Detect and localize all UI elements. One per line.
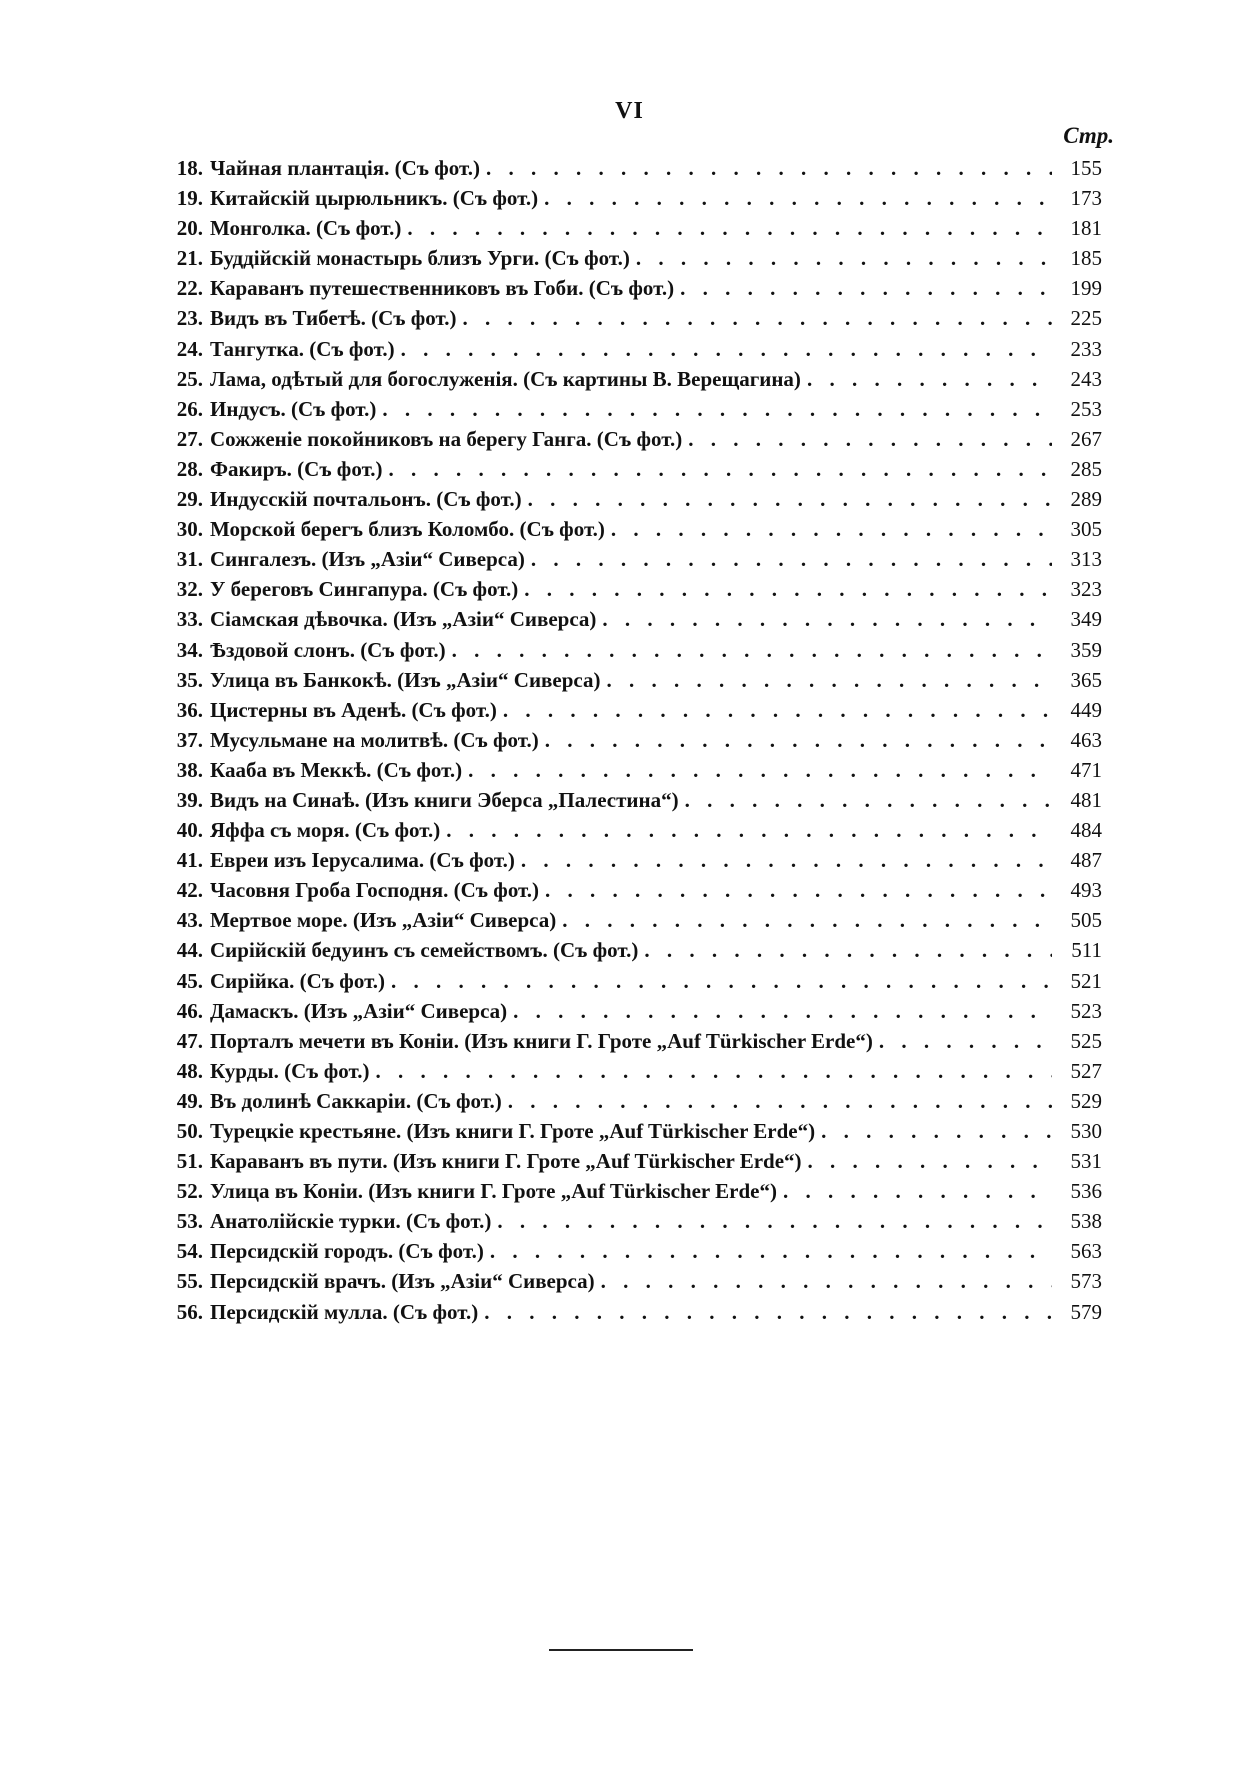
list-item bbox=[160, 577, 1102, 607]
entry-page-number: 481 bbox=[1070, 787, 1102, 812]
dot-leader bbox=[524, 577, 1052, 602]
entry-number: 39. bbox=[176, 787, 203, 812]
list-item bbox=[160, 156, 1102, 186]
illustrations-list bbox=[160, 156, 1102, 1330]
entry-title: Сирійскій бедуинъ съ семействомъ. (Съ фот.) bbox=[210, 938, 639, 963]
dot-leader bbox=[601, 1269, 1052, 1294]
entry-title: Сожженіе покойниковъ на берегу Ганга. (Съ фот.) bbox=[210, 426, 683, 451]
entry-number: 22. bbox=[176, 276, 203, 301]
entry-title: Морской берегъ близъ Коломбо. (Съ фот.) bbox=[210, 517, 605, 542]
entry-page-number: 471 bbox=[1070, 757, 1102, 782]
entry-page-number: 484 bbox=[1070, 818, 1102, 843]
entry-number: 36. bbox=[176, 697, 203, 722]
entry-title: Часовня Гроба Господня. (Съ фот.) bbox=[210, 878, 540, 903]
entry-number: 26. bbox=[176, 396, 203, 421]
entry-page-number: 523 bbox=[1070, 998, 1102, 1023]
entry-number: 33. bbox=[176, 607, 203, 632]
dot-leader bbox=[462, 306, 1052, 331]
dot-leader bbox=[688, 427, 1052, 452]
list-item bbox=[160, 788, 1102, 818]
entry-number: 23. bbox=[176, 306, 203, 331]
entry-page-number: 243 bbox=[1070, 366, 1102, 391]
dot-leader bbox=[484, 1300, 1052, 1325]
entry-title: Въ долинѣ Саккаріи. (Съ фот.) bbox=[210, 1088, 502, 1113]
entry-title: Улица въ Коніи. (Изъ книги Г. Гроте „Auf Türkischer Erde“) bbox=[210, 1179, 777, 1204]
dot-leader bbox=[446, 818, 1052, 843]
dot-leader bbox=[562, 908, 1052, 933]
entry-number: 52. bbox=[176, 1179, 203, 1204]
list-item bbox=[160, 818, 1102, 848]
dot-leader bbox=[544, 186, 1052, 211]
entry-number: 53. bbox=[176, 1209, 203, 1234]
list-item bbox=[160, 517, 1102, 547]
entry-page-number: 531 bbox=[1070, 1149, 1102, 1174]
list-item bbox=[160, 427, 1102, 457]
entry-number: 30. bbox=[176, 517, 203, 542]
entry-number: 55. bbox=[176, 1269, 203, 1294]
dot-leader bbox=[611, 517, 1052, 542]
list-item bbox=[160, 186, 1102, 216]
entry-page-number: 493 bbox=[1070, 878, 1102, 903]
entry-number: 28. bbox=[176, 456, 203, 481]
entry-title: Лама, одѣтый для богослуженія. (Съ картины В. Верещагина) bbox=[210, 366, 801, 391]
list-item bbox=[160, 367, 1102, 397]
page-number: VI bbox=[615, 98, 644, 124]
dot-leader bbox=[497, 1209, 1052, 1234]
list-item bbox=[160, 848, 1102, 878]
list-item bbox=[160, 1300, 1102, 1330]
entry-number: 41. bbox=[176, 848, 203, 873]
entry-title: Чайная плантація. (Съ фот.) bbox=[210, 156, 480, 180]
dot-leader bbox=[382, 397, 1052, 422]
entry-number: 21. bbox=[176, 246, 203, 271]
entry-title: Сіамская дѣвочка. (Изъ „Азіи“ Сиверса) bbox=[210, 607, 597, 632]
entry-title: Цистерны въ Аденѣ. (Съ фот.) bbox=[210, 697, 497, 722]
entry-page-number: 573 bbox=[1070, 1269, 1102, 1294]
entry-page-number: 285 bbox=[1070, 456, 1102, 481]
entry-page-number: 521 bbox=[1070, 968, 1102, 993]
entry-page-number: 323 bbox=[1070, 577, 1102, 602]
entry-title: Курды. (Съ фот.) bbox=[210, 1058, 370, 1083]
list-item bbox=[160, 728, 1102, 758]
dot-leader bbox=[468, 758, 1052, 783]
list-item bbox=[160, 1179, 1102, 1209]
entry-page-number: 530 bbox=[1070, 1119, 1102, 1143]
entry-number: 24. bbox=[176, 336, 203, 361]
entry-title: Караванъ путешественниковъ въ Гоби. (Съ фот.) bbox=[210, 276, 675, 301]
list-item bbox=[160, 1269, 1102, 1299]
entry-page-number: 536 bbox=[1070, 1179, 1102, 1204]
dot-leader bbox=[879, 1029, 1052, 1054]
entry-page-number: 289 bbox=[1070, 487, 1102, 512]
dot-leader bbox=[606, 668, 1052, 693]
entry-title: Мусульмане на молитвѣ. (Съ фот.) bbox=[210, 727, 539, 752]
list-item bbox=[160, 487, 1102, 517]
entry-page-number: 365 bbox=[1070, 667, 1102, 692]
entry-number: 42. bbox=[176, 878, 203, 903]
list-item bbox=[160, 457, 1102, 487]
dot-leader bbox=[545, 728, 1052, 753]
list-item bbox=[160, 1059, 1102, 1089]
entry-page-number: 253 bbox=[1070, 396, 1102, 421]
entry-title: Монголка. (Съ фот.) bbox=[210, 216, 402, 241]
entry-page-number: 233 bbox=[1070, 336, 1102, 361]
entry-page-number: 463 bbox=[1070, 727, 1102, 752]
dot-leader bbox=[821, 1119, 1052, 1144]
list-item bbox=[160, 638, 1102, 668]
entry-title: У береговъ Сингапура. (Съ фот.) bbox=[210, 577, 519, 602]
entry-number: 25. bbox=[176, 366, 203, 391]
entry-title: Персидскій мулла. (Съ фот.) bbox=[210, 1299, 479, 1324]
list-item bbox=[160, 1209, 1102, 1239]
dot-leader bbox=[452, 638, 1052, 663]
entry-page-number: 155 bbox=[1070, 156, 1102, 180]
entry-number: 20. bbox=[176, 216, 203, 241]
list-item bbox=[160, 999, 1102, 1029]
entry-title: Буддійскій монастырь близъ Урги. (Съ фот.) bbox=[210, 246, 630, 271]
entry-title: Факиръ. (Съ фот.) bbox=[210, 456, 383, 481]
entry-page-number: 563 bbox=[1070, 1239, 1102, 1264]
entry-title: Индусъ. (Съ фот.) bbox=[210, 396, 377, 421]
entry-number: 37. bbox=[176, 727, 203, 752]
entry-page-number: 525 bbox=[1070, 1028, 1102, 1053]
dot-leader bbox=[680, 276, 1052, 301]
entry-page-number: 487 bbox=[1070, 848, 1102, 873]
entry-title: Евреи изъ Іерусалима. (Съ фот.) bbox=[210, 848, 515, 873]
list-item bbox=[160, 1119, 1102, 1149]
dot-leader bbox=[644, 938, 1052, 963]
entry-title: Индусскій почтальонъ. (Съ фот.) bbox=[210, 487, 522, 512]
entry-number: 34. bbox=[176, 637, 203, 662]
entry-title: Турецкіе крестьяне. (Изъ книги Г. Гроте „Auf Türkischer Erde“) bbox=[210, 1119, 816, 1143]
list-item bbox=[160, 397, 1102, 427]
entry-page-number: 305 bbox=[1070, 517, 1102, 542]
entry-page-number: 225 bbox=[1070, 306, 1102, 331]
entry-page-number: 313 bbox=[1070, 547, 1102, 572]
end-rule-divider bbox=[549, 1649, 693, 1651]
entry-page-number: 181 bbox=[1070, 216, 1102, 241]
page-column-header: Стр. bbox=[1063, 123, 1114, 148]
dot-leader bbox=[521, 848, 1052, 873]
entry-page-number: 359 bbox=[1070, 637, 1102, 662]
entry-number: 47. bbox=[176, 1028, 203, 1053]
entry-title: Кааба въ Меккѣ. (Съ фот.) bbox=[210, 757, 463, 782]
dot-leader bbox=[486, 156, 1052, 181]
entry-page-number: 449 bbox=[1070, 697, 1102, 722]
entry-page-number: 505 bbox=[1070, 908, 1102, 933]
entry-number: 56. bbox=[176, 1299, 203, 1324]
entry-title: Сирійка. (Съ фот.) bbox=[210, 968, 386, 993]
entry-title: Караванъ въ пути. (Изъ книги Г. Гроте „Auf Türkischer Erde“) bbox=[210, 1149, 802, 1174]
dot-leader bbox=[783, 1179, 1052, 1204]
list-item bbox=[160, 306, 1102, 336]
entry-title: Яффа съ моря. (Съ фот.) bbox=[210, 818, 441, 843]
entry-number: 45. bbox=[176, 968, 203, 993]
list-item bbox=[160, 758, 1102, 788]
dot-leader bbox=[531, 547, 1052, 572]
dot-leader bbox=[376, 1059, 1052, 1084]
dot-leader bbox=[407, 216, 1052, 241]
entry-page-number: 173 bbox=[1070, 186, 1102, 211]
entry-number: 44. bbox=[176, 938, 203, 963]
entry-page-number: 529 bbox=[1070, 1088, 1102, 1113]
entry-number: 35. bbox=[176, 667, 203, 692]
entry-title: Китайскій цырюльникъ. (Съ фот.) bbox=[210, 186, 539, 211]
entry-page-number: 579 bbox=[1070, 1299, 1102, 1324]
list-item bbox=[160, 908, 1102, 938]
dot-leader bbox=[545, 878, 1052, 903]
entry-page-number: 199 bbox=[1070, 276, 1102, 301]
entry-number: 27. bbox=[176, 426, 203, 451]
entry-page-number: 511 bbox=[1071, 938, 1102, 963]
entry-title: Тангутка. (Съ фот.) bbox=[210, 336, 395, 361]
entry-number: 51. bbox=[176, 1149, 203, 1174]
dot-leader bbox=[490, 1239, 1052, 1264]
list-item bbox=[160, 698, 1102, 728]
dot-leader bbox=[602, 607, 1052, 632]
entry-title: Анатолійскіе турки. (Съ фот.) bbox=[210, 1209, 492, 1234]
list-item bbox=[160, 969, 1102, 999]
dot-leader bbox=[808, 1149, 1052, 1174]
dot-leader bbox=[636, 246, 1052, 271]
entry-page-number: 267 bbox=[1070, 426, 1102, 451]
list-item bbox=[160, 1149, 1102, 1179]
list-item bbox=[160, 337, 1102, 367]
entry-title: Дамаскъ. (Изъ „Азіи“ Сиверса) bbox=[210, 998, 508, 1023]
entry-number: 19. bbox=[176, 186, 203, 211]
list-item bbox=[160, 216, 1102, 246]
entry-title: Видъ въ Тибетѣ. (Съ фот.) bbox=[210, 306, 457, 331]
entry-page-number: 185 bbox=[1070, 246, 1102, 271]
list-item bbox=[160, 938, 1102, 968]
list-item bbox=[160, 1029, 1102, 1059]
entry-number: 31. bbox=[176, 547, 203, 572]
dot-leader bbox=[513, 999, 1052, 1024]
entry-title: Мертвое море. (Изъ „Азіи“ Сиверса) bbox=[210, 908, 557, 933]
entry-number: 40. bbox=[176, 818, 203, 843]
entry-number: 18. bbox=[176, 156, 203, 180]
entry-title: Ѣздовой слонъ. (Съ фот.) bbox=[210, 637, 446, 662]
entry-number: 46. bbox=[176, 998, 203, 1023]
dot-leader bbox=[807, 367, 1052, 392]
list-item bbox=[160, 1239, 1102, 1269]
dot-leader bbox=[503, 698, 1052, 723]
dot-leader bbox=[528, 487, 1052, 512]
entry-number: 38. bbox=[176, 757, 203, 782]
list-item bbox=[160, 668, 1102, 698]
dot-leader bbox=[389, 457, 1052, 482]
entry-number: 50. bbox=[176, 1119, 203, 1143]
entry-number: 48. bbox=[176, 1058, 203, 1083]
entry-title: Улица въ Банкокѣ. (Изъ „Азіи“ Сиверса) bbox=[210, 667, 601, 692]
entry-title: Персидскій врачъ. (Изъ „Азіи“ Сиверса) bbox=[210, 1269, 595, 1294]
list-item bbox=[160, 878, 1102, 908]
entry-number: 43. bbox=[176, 908, 203, 933]
entry-number: 29. bbox=[176, 487, 203, 512]
entry-number: 54. bbox=[176, 1239, 203, 1264]
list-item bbox=[160, 607, 1102, 637]
dot-leader bbox=[391, 969, 1052, 994]
entry-title: Сингалезъ. (Изъ „Азіи“ Сиверса) bbox=[210, 547, 525, 572]
list-item bbox=[160, 246, 1102, 276]
dot-leader bbox=[685, 788, 1052, 813]
entry-title: Видъ на Синаѣ. (Изъ книги Эберса „Палестина“) bbox=[210, 787, 679, 812]
list-item bbox=[160, 1089, 1102, 1119]
entry-title: Персидскій городъ. (Съ фот.) bbox=[210, 1239, 484, 1264]
list-item bbox=[160, 276, 1102, 306]
list-item bbox=[160, 547, 1102, 577]
entry-page-number: 349 bbox=[1070, 607, 1102, 632]
entry-title: Порталъ мечети въ Коніи. (Изъ книги Г. Гроте „Auf Türkischer Erde“) bbox=[210, 1028, 873, 1053]
entry-number: 32. bbox=[176, 577, 203, 602]
entry-number: 49. bbox=[176, 1088, 203, 1113]
dot-leader bbox=[401, 337, 1052, 362]
entry-page-number: 538 bbox=[1070, 1209, 1102, 1234]
entry-page-number: 527 bbox=[1070, 1058, 1102, 1083]
dot-leader bbox=[508, 1089, 1052, 1114]
